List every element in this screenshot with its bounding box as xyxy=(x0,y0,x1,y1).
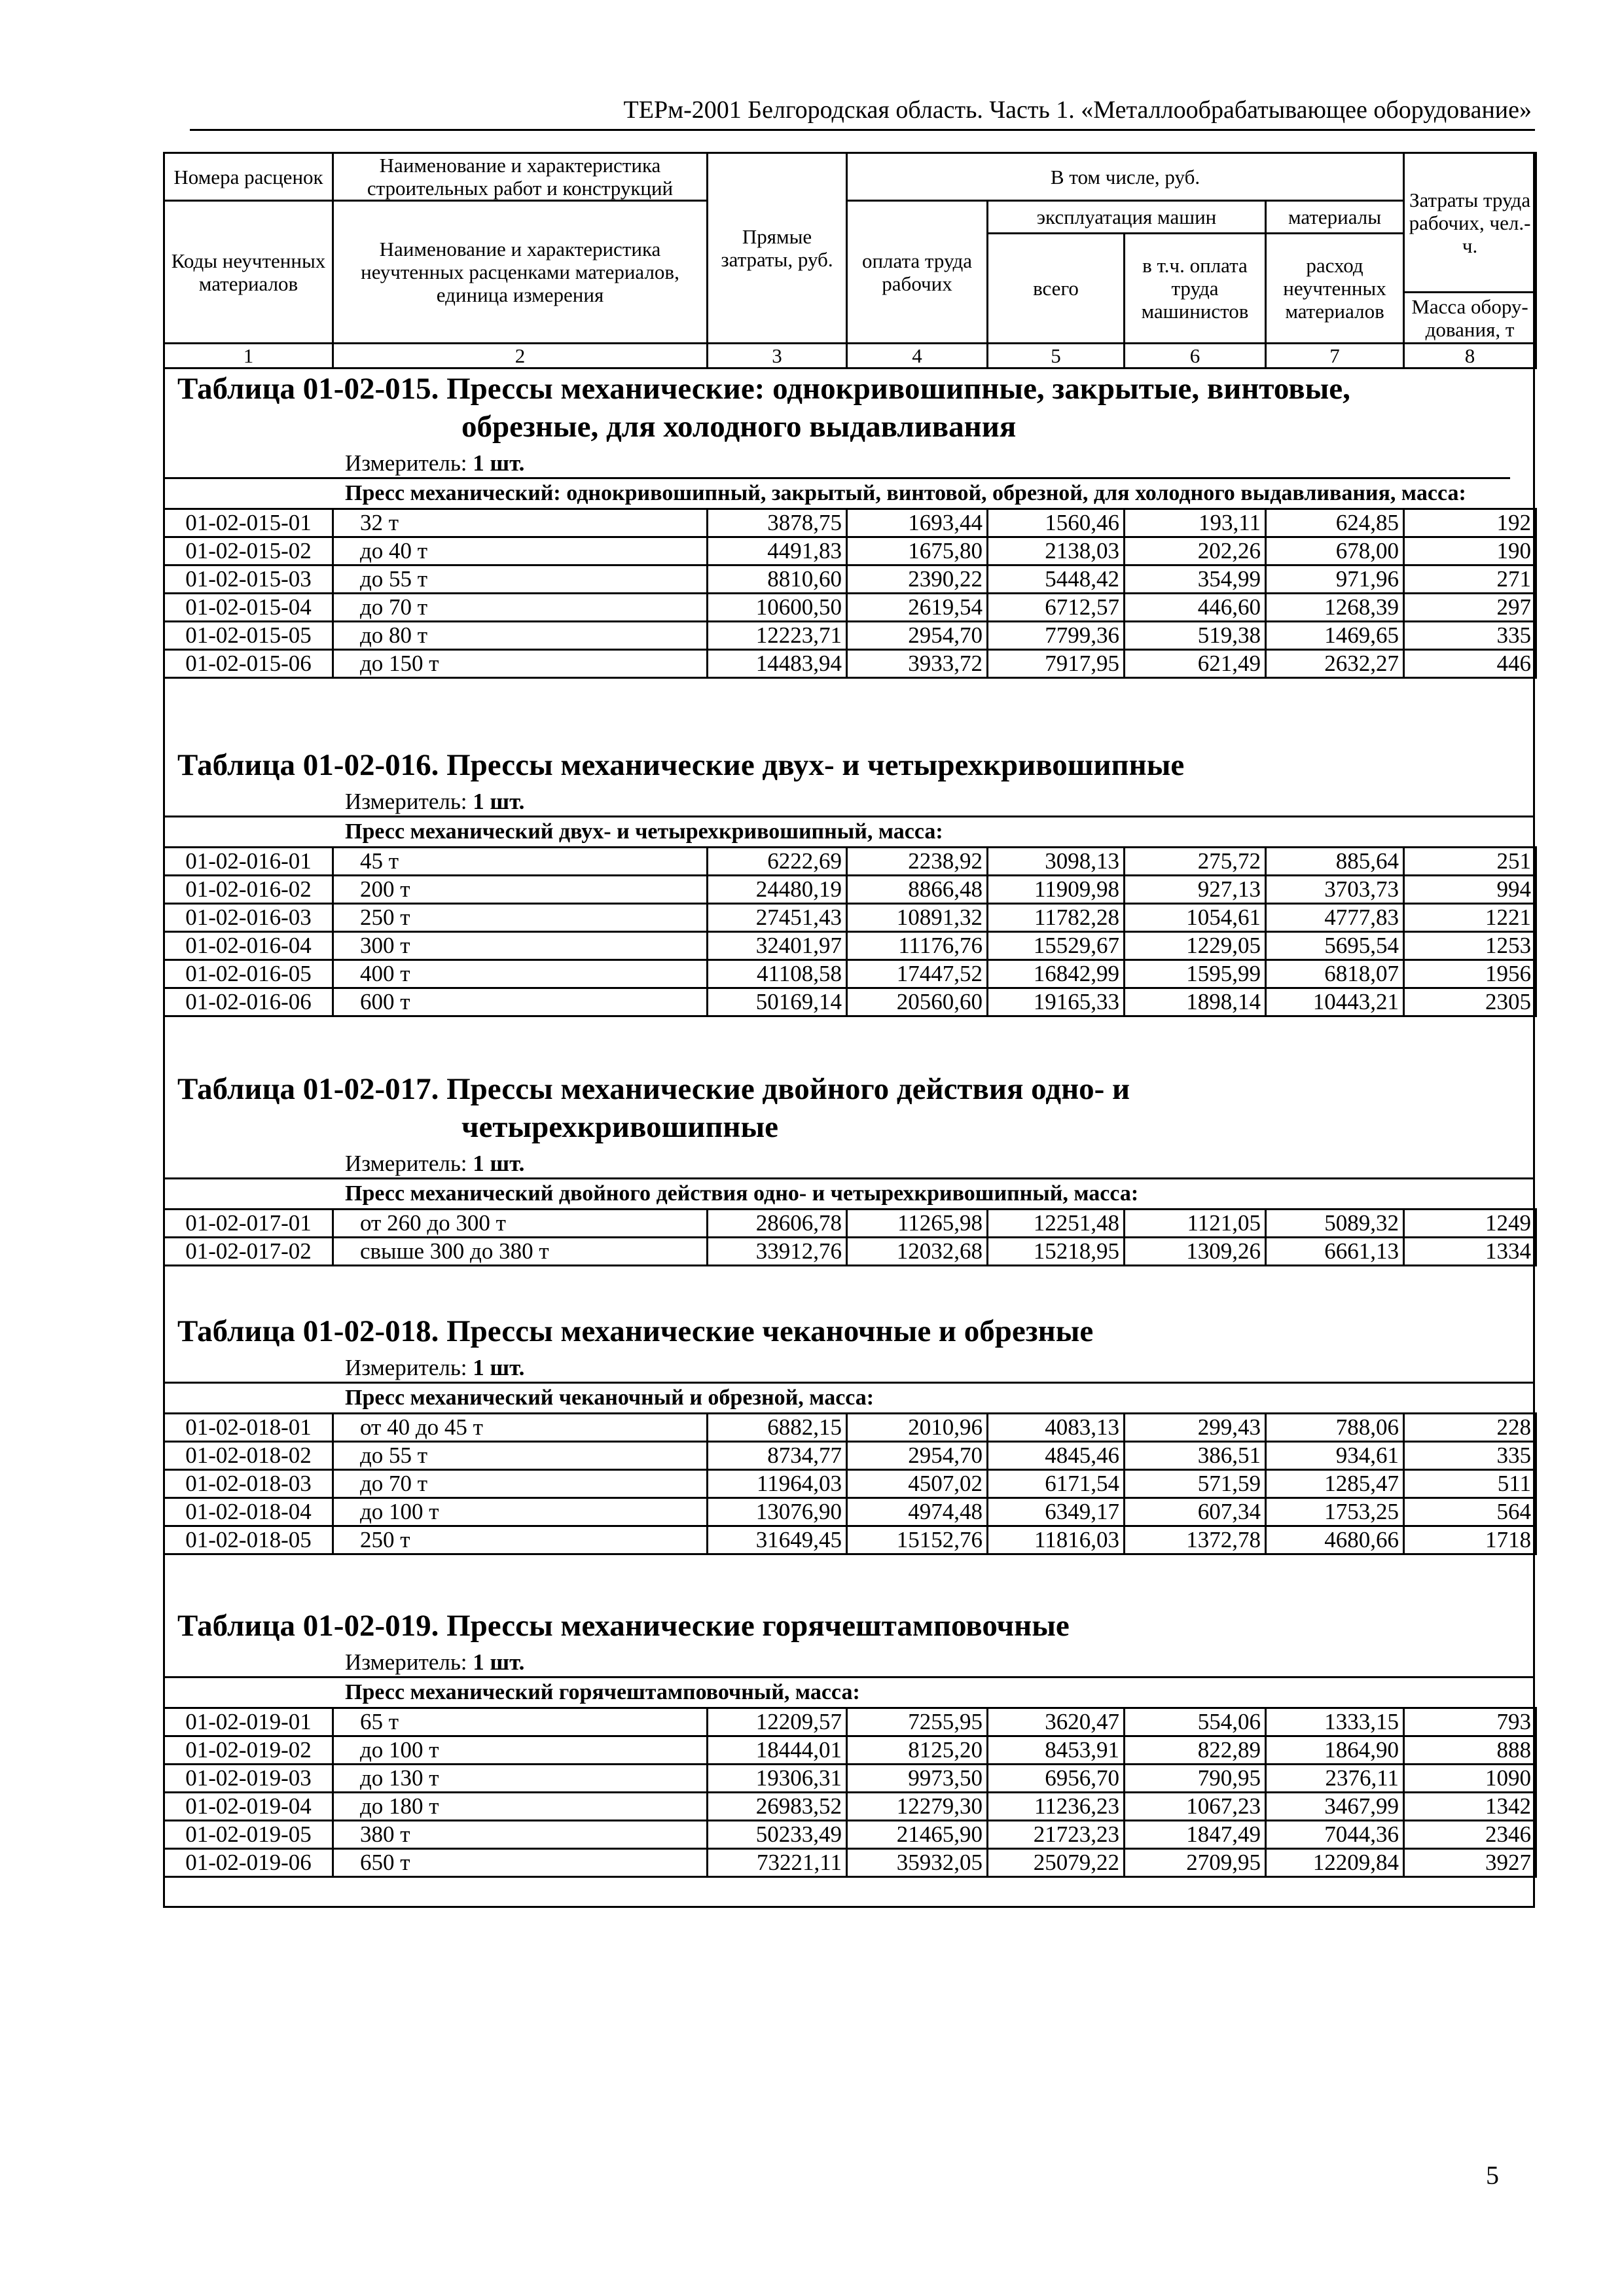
labor-pay: 2954,70 xyxy=(847,1442,988,1470)
machines-total: 19165,33 xyxy=(988,988,1125,1016)
section-title: Таблица 01-02-016. Прессы механические двух- и четырехкривошипные xyxy=(177,748,1185,782)
rate-name: до 55 т xyxy=(333,1442,708,1470)
rate-code: 01-02-019-03 xyxy=(164,1765,333,1793)
running-head: ТЕРм-2001 Белгородская область. Часть 1. «Металлообрабатывающее оборудование» xyxy=(623,96,1532,124)
machinists-pay: 193,11 xyxy=(1125,509,1266,537)
machines-total: 6956,70 xyxy=(988,1765,1125,1793)
labor-pay: 7255,95 xyxy=(847,1708,988,1736)
table-section-019 xyxy=(163,1607,1535,1878)
rate-name: до 40 т xyxy=(333,537,708,565)
section-title: Таблица 01-02-017. Прессы механические двойного действия одно- и четырехкривошипные xyxy=(177,1072,1130,1144)
table-section-017 xyxy=(163,1070,1535,1266)
unit-line: Измеритель: 1 шт. xyxy=(345,1151,525,1176)
rate-name: 380 т xyxy=(333,1821,708,1849)
rate-code: 01-02-015-06 xyxy=(164,650,333,678)
rate-name: до 70 т xyxy=(333,1470,708,1498)
table-row xyxy=(164,932,1536,960)
materials-cost: 3703,73 xyxy=(1266,876,1404,904)
table-section-018 xyxy=(163,1312,1535,1555)
section-title: Таблица 01-02-019. Прессы механические горячештамповочные xyxy=(177,1609,1070,1643)
direct-costs: 28606,78 xyxy=(708,1210,847,1238)
materials-cost: 1469,65 xyxy=(1266,622,1404,650)
labor-hours: 3927 xyxy=(1404,1849,1536,1877)
machines-total: 4083,13 xyxy=(988,1414,1125,1442)
materials-cost: 1268,39 xyxy=(1266,594,1404,622)
rates-table xyxy=(163,846,1537,1017)
table-row xyxy=(164,565,1536,594)
header-labor-costs: Затраты труда рабочих, чел.-ч. xyxy=(1404,153,1536,293)
unit-line: Измеритель: 1 шт. xyxy=(345,1355,525,1380)
materials-cost: 788,06 xyxy=(1266,1414,1404,1442)
materials-cost: 934,61 xyxy=(1266,1442,1404,1470)
machines-total: 11782,28 xyxy=(988,904,1125,932)
section-subhead: Пресс механический: однокривошипный, закрытый, винтовой, обрезной, для холодного выдавливания, масса: xyxy=(163,477,1510,508)
table-row xyxy=(164,1793,1536,1821)
materials-cost: 624,85 xyxy=(1266,509,1404,537)
rate-name: до 70 т xyxy=(333,594,708,622)
rates-table xyxy=(163,1208,1537,1266)
labor-hours: 251 xyxy=(1404,848,1536,876)
materials-cost: 6818,07 xyxy=(1266,960,1404,988)
unit-line: Измеритель: 1 шт. xyxy=(345,450,525,476)
table-row xyxy=(164,509,1536,537)
rate-code: 01-02-017-01 xyxy=(164,1210,333,1238)
column-number: 3 xyxy=(708,344,847,368)
labor-pay: 8866,48 xyxy=(847,876,988,904)
direct-costs: 11964,03 xyxy=(708,1470,847,1498)
direct-costs: 27451,43 xyxy=(708,904,847,932)
machines-total: 2138,03 xyxy=(988,537,1125,565)
column-number: 1 xyxy=(164,344,333,368)
direct-costs: 6882,15 xyxy=(708,1414,847,1442)
column-number: 8 xyxy=(1404,344,1536,368)
labor-pay: 1693,44 xyxy=(847,509,988,537)
rate-code: 01-02-016-03 xyxy=(164,904,333,932)
table-section-015 xyxy=(163,370,1535,679)
rate-name: 300 т xyxy=(333,932,708,960)
labor-pay: 2010,96 xyxy=(847,1414,988,1442)
header-material-names: Наименование и характеристика неучтенных расценками материалов, единица измерения xyxy=(333,201,708,344)
header-labor-pay: оплата труда рабочих xyxy=(847,201,988,344)
header-including: В том числе, руб. xyxy=(847,153,1404,201)
direct-costs: 4491,83 xyxy=(708,537,847,565)
machinists-pay: 554,06 xyxy=(1125,1708,1266,1736)
labor-hours: 1342 xyxy=(1404,1793,1536,1821)
rate-name: до 130 т xyxy=(333,1765,708,1793)
machines-total: 3098,13 xyxy=(988,848,1125,876)
materials-cost: 1864,90 xyxy=(1266,1736,1404,1765)
materials-cost: 2376,11 xyxy=(1266,1765,1404,1793)
labor-hours: 297 xyxy=(1404,594,1536,622)
labor-hours: 1718 xyxy=(1404,1526,1536,1554)
page-number: 5 xyxy=(1486,2161,1499,2190)
header-machinists-pay: в т.ч. оплата труда машинистов xyxy=(1125,234,1266,344)
materials-cost: 5695,54 xyxy=(1266,932,1404,960)
table-row xyxy=(164,1470,1536,1498)
rate-code: 01-02-017-02 xyxy=(164,1238,333,1266)
machines-total: 4845,46 xyxy=(988,1442,1125,1470)
labor-hours: 335 xyxy=(1404,1442,1536,1470)
machinists-pay: 790,95 xyxy=(1125,1765,1266,1793)
direct-costs: 12223,71 xyxy=(708,622,847,650)
direct-costs: 33912,76 xyxy=(708,1238,847,1266)
direct-costs: 26983,52 xyxy=(708,1793,847,1821)
machinists-pay: 275,72 xyxy=(1125,848,1266,876)
labor-pay: 11265,98 xyxy=(847,1210,988,1238)
rate-name: до 80 т xyxy=(333,622,708,650)
unit-line: Измеритель: 1 шт. xyxy=(345,789,525,814)
labor-hours: 564 xyxy=(1404,1498,1536,1526)
labor-hours: 511 xyxy=(1404,1470,1536,1498)
rate-code: 01-02-019-02 xyxy=(164,1736,333,1765)
rate-name: 45 т xyxy=(333,848,708,876)
section-subhead: Пресс механический двух- и четырехкривошипный, масса: xyxy=(163,816,1535,846)
machines-total: 7917,95 xyxy=(988,650,1125,678)
machines-total: 8453,91 xyxy=(988,1736,1125,1765)
machinists-pay: 621,49 xyxy=(1125,650,1266,678)
table-row xyxy=(164,988,1536,1016)
materials-cost: 10443,21 xyxy=(1266,988,1404,1016)
labor-hours: 2346 xyxy=(1404,1821,1536,1849)
machinists-pay: 1372,78 xyxy=(1125,1526,1266,1554)
materials-cost: 1333,15 xyxy=(1266,1708,1404,1736)
rate-code: 01-02-015-05 xyxy=(164,622,333,650)
labor-pay: 2954,70 xyxy=(847,622,988,650)
labor-pay: 12279,30 xyxy=(847,1793,988,1821)
labor-pay: 17447,52 xyxy=(847,960,988,988)
machines-total: 21723,23 xyxy=(988,1821,1125,1849)
labor-pay: 35932,05 xyxy=(847,1849,988,1877)
rate-name: 250 т xyxy=(333,1526,708,1554)
labor-pay: 1675,80 xyxy=(847,537,988,565)
machinists-pay: 927,13 xyxy=(1125,876,1266,904)
labor-hours: 2305 xyxy=(1404,988,1536,1016)
rate-name: до 100 т xyxy=(333,1736,708,1765)
rate-code: 01-02-019-05 xyxy=(164,1821,333,1849)
materials-cost: 5089,32 xyxy=(1266,1210,1404,1238)
labor-pay: 2619,54 xyxy=(847,594,988,622)
labor-hours: 446 xyxy=(1404,650,1536,678)
section-subhead: Пресс механический двойного действия одно- и четырехкривошипный, масса: xyxy=(163,1177,1535,1208)
rate-code: 01-02-016-05 xyxy=(164,960,333,988)
labor-hours: 1956 xyxy=(1404,960,1536,988)
header-unaccounted-materials: расход неучтенных материалов xyxy=(1266,234,1404,344)
machinists-pay: 354,99 xyxy=(1125,565,1266,594)
table-row xyxy=(164,1765,1536,1793)
rate-name: 400 т xyxy=(333,960,708,988)
rate-code: 01-02-015-02 xyxy=(164,537,333,565)
rate-code: 01-02-018-03 xyxy=(164,1470,333,1498)
table-section-016 xyxy=(163,746,1535,1017)
machines-total: 25079,22 xyxy=(988,1849,1125,1877)
table-row xyxy=(164,1498,1536,1526)
direct-costs: 14483,94 xyxy=(708,650,847,678)
table-row xyxy=(164,960,1536,988)
header-rule xyxy=(190,129,1535,131)
section-subhead: Пресс механический горячештамповочный, масса: xyxy=(163,1676,1535,1707)
labor-hours: 1221 xyxy=(1404,904,1536,932)
rates-table xyxy=(163,1707,1537,1878)
table-row xyxy=(164,1849,1536,1877)
labor-hours: 994 xyxy=(1404,876,1536,904)
section-title: Таблица 01-02-015. Прессы механические: однокривошипные, закрытые, винтовые, обрезные, для холодного выдавливания xyxy=(177,372,1350,444)
materials-cost: 3467,99 xyxy=(1266,1793,1404,1821)
rate-name: до 100 т xyxy=(333,1498,708,1526)
labor-pay: 8125,20 xyxy=(847,1736,988,1765)
machinists-pay: 1121,05 xyxy=(1125,1210,1266,1238)
machinists-pay: 1898,14 xyxy=(1125,988,1266,1016)
machines-total: 6171,54 xyxy=(988,1470,1125,1498)
column-number: 2 xyxy=(333,344,708,368)
labor-pay: 4974,48 xyxy=(847,1498,988,1526)
labor-pay: 2390,22 xyxy=(847,565,988,594)
rate-code: 01-02-018-02 xyxy=(164,1442,333,1470)
materials-cost: 7044,36 xyxy=(1266,1821,1404,1849)
machinists-pay: 1067,23 xyxy=(1125,1793,1266,1821)
rate-name: до 150 т xyxy=(333,650,708,678)
labor-hours: 1334 xyxy=(1404,1238,1536,1266)
machinists-pay: 299,43 xyxy=(1125,1414,1266,1442)
rate-code: 01-02-019-06 xyxy=(164,1849,333,1877)
table-row xyxy=(164,1821,1536,1849)
table-row xyxy=(164,622,1536,650)
labor-pay: 10891,32 xyxy=(847,904,988,932)
machinists-pay: 519,38 xyxy=(1125,622,1266,650)
table-row xyxy=(164,594,1536,622)
labor-pay: 21465,90 xyxy=(847,1821,988,1849)
rate-name: 65 т xyxy=(333,1708,708,1736)
rate-code: 01-02-018-05 xyxy=(164,1526,333,1554)
header-rate-numbers: Номера расценок xyxy=(164,153,333,201)
labor-hours: 335 xyxy=(1404,622,1536,650)
labor-hours: 793 xyxy=(1404,1708,1536,1736)
materials-cost: 2632,27 xyxy=(1266,650,1404,678)
rate-name: от 260 до 300 т xyxy=(333,1210,708,1238)
rate-name: 650 т xyxy=(333,1849,708,1877)
column-number: 7 xyxy=(1266,344,1404,368)
direct-costs: 73221,11 xyxy=(708,1849,847,1877)
direct-costs: 12209,57 xyxy=(708,1708,847,1736)
header-work-name: Наименование и характеристика строительных работ и конструкций xyxy=(333,153,708,201)
table-row xyxy=(164,848,1536,876)
direct-costs: 13076,90 xyxy=(708,1498,847,1526)
materials-cost: 12209,84 xyxy=(1266,1849,1404,1877)
machinists-pay: 822,89 xyxy=(1125,1736,1266,1765)
machinists-pay: 202,26 xyxy=(1125,537,1266,565)
table-row xyxy=(164,1708,1536,1736)
machines-total: 1560,46 xyxy=(988,509,1125,537)
materials-cost: 885,64 xyxy=(1266,848,1404,876)
rates-table xyxy=(163,1412,1537,1555)
direct-costs: 32401,97 xyxy=(708,932,847,960)
machines-total: 12251,48 xyxy=(988,1210,1125,1238)
labor-pay: 4507,02 xyxy=(847,1470,988,1498)
table-row xyxy=(164,537,1536,565)
machinists-pay: 571,59 xyxy=(1125,1470,1266,1498)
machinists-pay: 1054,61 xyxy=(1125,904,1266,932)
rates-table xyxy=(163,508,1537,679)
table-row xyxy=(164,1526,1536,1554)
column-header-table xyxy=(163,152,1537,369)
rate-code: 01-02-018-04 xyxy=(164,1498,333,1526)
direct-costs: 3878,75 xyxy=(708,509,847,537)
direct-costs: 19306,31 xyxy=(708,1765,847,1793)
column-number: 6 xyxy=(1125,344,1266,368)
machines-total: 3620,47 xyxy=(988,1708,1125,1736)
machinists-pay: 1595,99 xyxy=(1125,960,1266,988)
rate-name: до 180 т xyxy=(333,1793,708,1821)
machinists-pay: 607,34 xyxy=(1125,1498,1266,1526)
materials-cost: 678,00 xyxy=(1266,537,1404,565)
labor-pay: 15152,76 xyxy=(847,1526,988,1554)
column-number: 5 xyxy=(988,344,1125,368)
labor-hours: 1090 xyxy=(1404,1765,1536,1793)
machinists-pay: 386,51 xyxy=(1125,1442,1266,1470)
machines-total: 15529,67 xyxy=(988,932,1125,960)
materials-cost: 4777,83 xyxy=(1266,904,1404,932)
labor-hours: 192 xyxy=(1404,509,1536,537)
rate-name: свыше 300 до 380 т xyxy=(333,1238,708,1266)
labor-pay: 3933,72 xyxy=(847,650,988,678)
header-materials: материалы xyxy=(1266,201,1404,234)
direct-costs: 50233,49 xyxy=(708,1821,847,1849)
machinists-pay: 2709,95 xyxy=(1125,1849,1266,1877)
machines-total: 11816,03 xyxy=(988,1526,1125,1554)
machines-total: 5448,42 xyxy=(988,565,1125,594)
labor-pay: 11176,76 xyxy=(847,932,988,960)
rate-code: 01-02-016-02 xyxy=(164,876,333,904)
direct-costs: 31649,45 xyxy=(708,1526,847,1554)
table-row xyxy=(164,876,1536,904)
table-row xyxy=(164,1414,1536,1442)
direct-costs: 10600,50 xyxy=(708,594,847,622)
header-machines: эксплуатация машин xyxy=(988,201,1266,234)
header-direct-costs: Прямые затраты, руб. xyxy=(708,153,847,344)
table-row xyxy=(164,1442,1536,1470)
table-row xyxy=(164,1210,1536,1238)
machines-total: 6712,57 xyxy=(988,594,1125,622)
labor-hours: 228 xyxy=(1404,1414,1536,1442)
machines-total: 7799,36 xyxy=(988,622,1125,650)
machinists-pay: 446,60 xyxy=(1125,594,1266,622)
rate-name: от 40 до 45 т xyxy=(333,1414,708,1442)
rate-code: 01-02-016-04 xyxy=(164,932,333,960)
direct-costs: 24480,19 xyxy=(708,876,847,904)
rate-code: 01-02-015-03 xyxy=(164,565,333,594)
section-title: Таблица 01-02-018. Прессы механические чеканочные и обрезные xyxy=(177,1314,1094,1348)
materials-cost: 1753,25 xyxy=(1266,1498,1404,1526)
header-material-codes: Коды неучтенных материалов xyxy=(164,201,333,344)
rate-code: 01-02-018-01 xyxy=(164,1414,333,1442)
table-row xyxy=(164,1238,1536,1266)
direct-costs: 8810,60 xyxy=(708,565,847,594)
column-number: 4 xyxy=(847,344,988,368)
labor-hours: 190 xyxy=(1404,537,1536,565)
labor-hours: 271 xyxy=(1404,565,1536,594)
direct-costs: 50169,14 xyxy=(708,988,847,1016)
rate-name: 32 т xyxy=(333,509,708,537)
machines-total: 6349,17 xyxy=(988,1498,1125,1526)
rate-code: 01-02-016-06 xyxy=(164,988,333,1016)
direct-costs: 6222,69 xyxy=(708,848,847,876)
table-row xyxy=(164,904,1536,932)
table-row xyxy=(164,1736,1536,1765)
rate-code: 01-02-019-01 xyxy=(164,1708,333,1736)
machines-total: 16842,99 xyxy=(988,960,1125,988)
section-subhead: Пресс механический чеканочный и обрезной, масса: xyxy=(163,1382,1535,1412)
labor-hours: 1253 xyxy=(1404,932,1536,960)
direct-costs: 41108,58 xyxy=(708,960,847,988)
rate-code: 01-02-015-04 xyxy=(164,594,333,622)
labor-pay: 9973,50 xyxy=(847,1765,988,1793)
materials-cost: 1285,47 xyxy=(1266,1470,1404,1498)
rate-name: 200 т xyxy=(333,876,708,904)
rate-name: 600 т xyxy=(333,988,708,1016)
direct-costs: 18444,01 xyxy=(708,1736,847,1765)
labor-hours: 1249 xyxy=(1404,1210,1536,1238)
machines-total: 11236,23 xyxy=(988,1793,1125,1821)
table-row xyxy=(164,650,1536,678)
machines-total: 11909,98 xyxy=(988,876,1125,904)
rate-code: 01-02-019-04 xyxy=(164,1793,333,1821)
labor-pay: 2238,92 xyxy=(847,848,988,876)
header-column-numbers xyxy=(164,344,1536,368)
rate-name: 250 т xyxy=(333,904,708,932)
materials-cost: 971,96 xyxy=(1266,565,1404,594)
materials-cost: 4680,66 xyxy=(1266,1526,1404,1554)
rate-code: 01-02-016-01 xyxy=(164,848,333,876)
rate-name: до 55 т xyxy=(333,565,708,594)
header-equipment-mass: Масса обору-дования, т xyxy=(1404,293,1536,344)
header-machines-total: всего xyxy=(988,234,1125,344)
machinists-pay: 1309,26 xyxy=(1125,1238,1266,1266)
materials-cost: 6661,13 xyxy=(1266,1238,1404,1266)
machines-total: 15218,95 xyxy=(988,1238,1125,1266)
unit-line: Измеритель: 1 шт. xyxy=(345,1649,525,1675)
direct-costs: 8734,77 xyxy=(708,1442,847,1470)
machinists-pay: 1229,05 xyxy=(1125,932,1266,960)
labor-pay: 20560,60 xyxy=(847,988,988,1016)
labor-pay: 12032,68 xyxy=(847,1238,988,1266)
rate-code: 01-02-015-01 xyxy=(164,509,333,537)
machinists-pay: 1847,49 xyxy=(1125,1821,1266,1849)
labor-hours: 888 xyxy=(1404,1736,1536,1765)
